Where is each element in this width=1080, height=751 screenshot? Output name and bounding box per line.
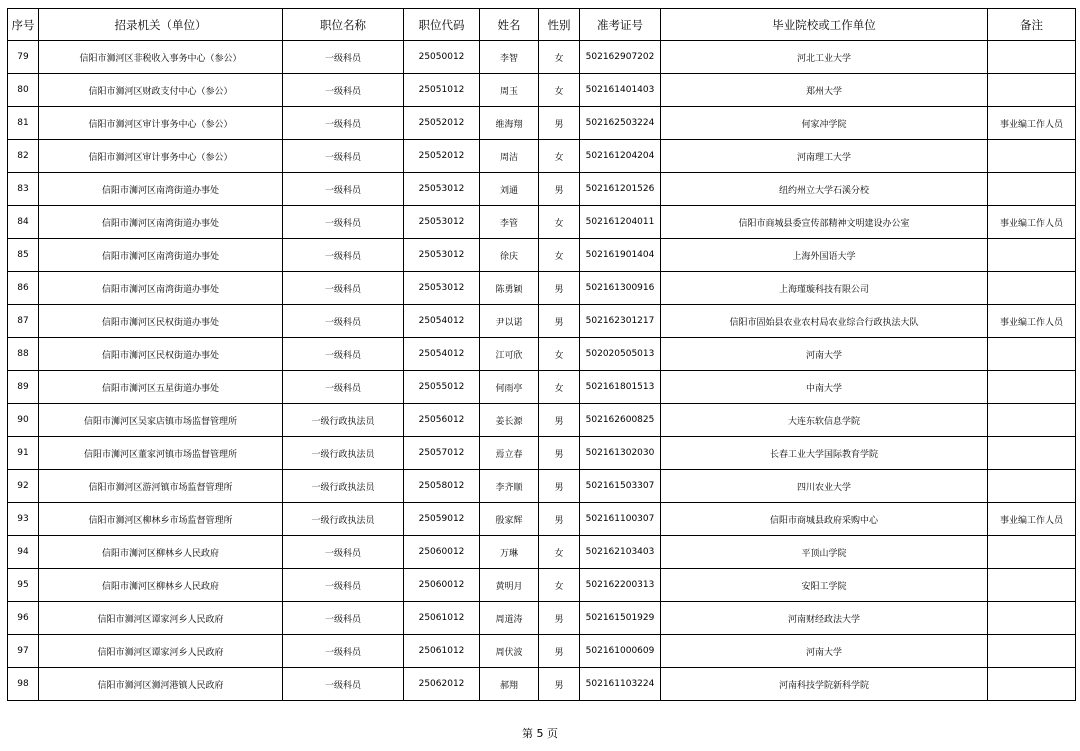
table-cell — [988, 371, 1076, 404]
table-row — [8, 41, 1076, 74]
table-cell: 一级科员 — [283, 140, 404, 173]
table-cell: 李管 — [480, 206, 539, 239]
table-cell — [988, 635, 1076, 668]
table-cell: 502162503224 — [580, 107, 661, 140]
table-cell: 502161503307 — [580, 470, 661, 503]
column-header: 招录机关（单位） — [39, 9, 283, 41]
table-cell: 502161401403 — [580, 74, 661, 107]
table-cell: 93 — [8, 503, 39, 536]
table-cell: 一级行政执法员 — [283, 404, 404, 437]
table-row — [8, 371, 1076, 404]
table-cell: 男 — [539, 602, 580, 635]
table-cell: 一级科员 — [283, 569, 404, 602]
table-cell: 信阳市浉河区柳林乡人民政府 — [39, 569, 283, 602]
table-cell: 男 — [539, 437, 580, 470]
table-cell: 女 — [539, 371, 580, 404]
table-cell — [988, 668, 1076, 701]
table-cell: 男 — [539, 305, 580, 338]
table-row — [8, 140, 1076, 173]
table-cell: 96 — [8, 602, 39, 635]
column-header: 序号 — [8, 9, 39, 41]
table-cell: 82 — [8, 140, 39, 173]
table-cell: 一级科员 — [283, 635, 404, 668]
table-cell: 周道涛 — [480, 602, 539, 635]
table-cell: 25050012 — [404, 41, 480, 74]
table-cell: 长春工业大学国际教育学院 — [661, 437, 988, 470]
table-cell: 79 — [8, 41, 39, 74]
table-cell: 一级科员 — [283, 305, 404, 338]
table-cell: 一级科员 — [283, 371, 404, 404]
table-cell: 25054012 — [404, 338, 480, 371]
table-row — [8, 437, 1076, 470]
table-cell: 502161000609 — [580, 635, 661, 668]
table-cell: 何雨亭 — [480, 371, 539, 404]
table-cell: 一级行政执法员 — [283, 503, 404, 536]
table-cell: 信阳市浉河区董家河镇市场监督管理所 — [39, 437, 283, 470]
table-cell: 25062012 — [404, 668, 480, 701]
table-cell: 纽约州立大学石溪分校 — [661, 173, 988, 206]
table-row — [8, 503, 1076, 536]
table-cell: 25051012 — [404, 74, 480, 107]
table-cell: 89 — [8, 371, 39, 404]
table-cell: 黄明月 — [480, 569, 539, 602]
table-cell: 男 — [539, 503, 580, 536]
table-cell: 安阳工学院 — [661, 569, 988, 602]
table-cell: 李智 — [480, 41, 539, 74]
table-cell: 25057012 — [404, 437, 480, 470]
column-header: 职位代码 — [404, 9, 480, 41]
table-cell: 25056012 — [404, 404, 480, 437]
table-cell: 周洁 — [480, 140, 539, 173]
column-header: 准考证号 — [580, 9, 661, 41]
table-cell: 河南理工大学 — [661, 140, 988, 173]
table-cell: 周伏波 — [480, 635, 539, 668]
table-cell: 25058012 — [404, 470, 480, 503]
table-row — [8, 272, 1076, 305]
table-cell: 91 — [8, 437, 39, 470]
table-cell: 维海翔 — [480, 107, 539, 140]
table-cell: 25052012 — [404, 107, 480, 140]
table-cell — [988, 272, 1076, 305]
table-cell: 信阳市浉河区五星街道办事处 — [39, 371, 283, 404]
table-cell: 86 — [8, 272, 39, 305]
table-cell: 男 — [539, 107, 580, 140]
table-cell: 信阳市浉河区南湾街道办事处 — [39, 272, 283, 305]
header-row — [8, 9, 1076, 41]
table-cell: 周玉 — [480, 74, 539, 107]
table-cell: 李齐顺 — [480, 470, 539, 503]
table-cell: 事业编工作人员 — [988, 206, 1076, 239]
table-cell: 25060012 — [404, 569, 480, 602]
table-cell: 信阳市浉河区浉河港镇人民政府 — [39, 668, 283, 701]
table-cell: 502162103403 — [580, 536, 661, 569]
table-cell: 事业编工作人员 — [988, 305, 1076, 338]
table-cell: 信阳市商城县委宣传部精神文明建设办公室 — [661, 206, 988, 239]
table-cell: 25053012 — [404, 206, 480, 239]
table-cell: 一级科员 — [283, 668, 404, 701]
table-cell: 信阳市浉河区柳林乡人民政府 — [39, 536, 283, 569]
table-cell — [988, 140, 1076, 173]
table-cell: 信阳市浉河区谭家河乡人民政府 — [39, 602, 283, 635]
table-cell: 河南大学 — [661, 635, 988, 668]
table-row — [8, 404, 1076, 437]
table-row — [8, 305, 1076, 338]
table-cell: 信阳市固始县农业农村局农业综合行政执法大队 — [661, 305, 988, 338]
table-cell: 80 — [8, 74, 39, 107]
table-cell: 84 — [8, 206, 39, 239]
table-cell: 殷家辉 — [480, 503, 539, 536]
page-number: 第 5 页 — [522, 727, 558, 740]
table-cell — [988, 536, 1076, 569]
table-cell: 河北工业大学 — [661, 41, 988, 74]
table-row — [8, 107, 1076, 140]
table-cell: 女 — [539, 206, 580, 239]
table-cell: 河南科技学院新科学院 — [661, 668, 988, 701]
table-cell: 尹以诺 — [480, 305, 539, 338]
table-cell: 信阳市浉河区柳林乡市场监督管理所 — [39, 503, 283, 536]
table-cell: 姜长源 — [480, 404, 539, 437]
column-header: 备注 — [988, 9, 1076, 41]
table-cell: 女 — [539, 74, 580, 107]
table-cell: 信阳市浉河区审计事务中心（参公） — [39, 107, 283, 140]
table-cell: 85 — [8, 239, 39, 272]
table-cell: 江可欣 — [480, 338, 539, 371]
table-cell: 95 — [8, 569, 39, 602]
table-cell: 刘通 — [480, 173, 539, 206]
table-cell: 信阳市浉河区谭家河乡人民政府 — [39, 635, 283, 668]
table-cell: 男 — [539, 470, 580, 503]
table-cell — [988, 338, 1076, 371]
table-cell — [988, 173, 1076, 206]
table-cell: 25053012 — [404, 173, 480, 206]
table-cell: 信阳市浉河区南湾街道办事处 — [39, 173, 283, 206]
table-cell: 25055012 — [404, 371, 480, 404]
table-cell: 徐庆 — [480, 239, 539, 272]
table-cell: 81 — [8, 107, 39, 140]
table-cell: 502162301217 — [580, 305, 661, 338]
table-row — [8, 668, 1076, 701]
table-cell — [988, 602, 1076, 635]
table-cell: 502162907202 — [580, 41, 661, 74]
table-cell: 信阳市浉河区游河镇市场监督管理所 — [39, 470, 283, 503]
table-row — [8, 206, 1076, 239]
table-cell: 女 — [539, 41, 580, 74]
table-cell: 一级科员 — [283, 536, 404, 569]
table-cell: 万琳 — [480, 536, 539, 569]
table-cell: 信阳市浉河区南湾街道办事处 — [39, 206, 283, 239]
table-cell: 92 — [8, 470, 39, 503]
table-cell: 25061012 — [404, 602, 480, 635]
table-cell: 一级行政执法员 — [283, 437, 404, 470]
table-cell: 502161103224 — [580, 668, 661, 701]
table-cell: 一级科员 — [283, 107, 404, 140]
table-cell: 25052012 — [404, 140, 480, 173]
table-cell: 25059012 — [404, 503, 480, 536]
table-cell: 河南大学 — [661, 338, 988, 371]
table-cell: 一级科员 — [283, 272, 404, 305]
table-cell: 94 — [8, 536, 39, 569]
table-cell: 女 — [539, 140, 580, 173]
table-cell: 陈勇颖 — [480, 272, 539, 305]
table-cell: 502161100307 — [580, 503, 661, 536]
table-cell: 信阳市商城县政府采购中心 — [661, 503, 988, 536]
table-cell — [988, 41, 1076, 74]
table-cell: 女 — [539, 338, 580, 371]
table-cell: 男 — [539, 404, 580, 437]
table-cell: 90 — [8, 404, 39, 437]
table-cell: 502161204204 — [580, 140, 661, 173]
table-cell: 502161302030 — [580, 437, 661, 470]
table-cell: 502161801513 — [580, 371, 661, 404]
table-cell: 信阳市浉河区非税收入事务中心（参公） — [39, 41, 283, 74]
table-cell: 25061012 — [404, 635, 480, 668]
table-cell: 一级科员 — [283, 173, 404, 206]
table-row — [8, 602, 1076, 635]
table-cell: 河南财经政法大学 — [661, 602, 988, 635]
table-row — [8, 536, 1076, 569]
table-cell — [988, 569, 1076, 602]
table-cell: 上海瑾璇科技有限公司 — [661, 272, 988, 305]
table-cell: 88 — [8, 338, 39, 371]
table-cell: 信阳市浉河区审计事务中心（参公） — [39, 140, 283, 173]
table-cell: 502161300916 — [580, 272, 661, 305]
table-cell: 事业编工作人员 — [988, 107, 1076, 140]
table-cell: 97 — [8, 635, 39, 668]
column-header: 性别 — [539, 9, 580, 41]
table-cell: 502162200313 — [580, 569, 661, 602]
table-cell: 事业编工作人员 — [988, 503, 1076, 536]
table-cell: 502161901404 — [580, 239, 661, 272]
table-cell: 信阳市浉河区吴家店镇市场监督管理所 — [39, 404, 283, 437]
table-cell: 25053012 — [404, 272, 480, 305]
table-cell: 25060012 — [404, 536, 480, 569]
table-cell: 98 — [8, 668, 39, 701]
table-cell: 男 — [539, 173, 580, 206]
table-row — [8, 635, 1076, 668]
table-cell: 一级科员 — [283, 239, 404, 272]
table-cell: 信阳市浉河区财政支付中心（参公） — [39, 74, 283, 107]
table-cell: 502161501929 — [580, 602, 661, 635]
table-cell: 信阳市浉河区民权街道办事处 — [39, 338, 283, 371]
table-cell: 何家冲学院 — [661, 107, 988, 140]
table-cell: 83 — [8, 173, 39, 206]
table-cell: 中南大学 — [661, 371, 988, 404]
table-row — [8, 569, 1076, 602]
table-cell: 女 — [539, 239, 580, 272]
table-cell: 信阳市浉河区南湾街道办事处 — [39, 239, 283, 272]
table-cell: 女 — [539, 536, 580, 569]
table-cell: 焉立春 — [480, 437, 539, 470]
personnel-table — [7, 8, 1076, 701]
table-cell: 四川农业大学 — [661, 470, 988, 503]
table-cell: 502161201526 — [580, 173, 661, 206]
table-cell: 男 — [539, 668, 580, 701]
table-cell: 一级科员 — [283, 206, 404, 239]
table-cell: 502162600825 — [580, 404, 661, 437]
table-cell: 502020505013 — [580, 338, 661, 371]
table-cell: 男 — [539, 635, 580, 668]
table-cell: 女 — [539, 569, 580, 602]
table-row — [8, 470, 1076, 503]
table-cell: 上海外国语大学 — [661, 239, 988, 272]
column-header: 姓名 — [480, 9, 539, 41]
column-header: 毕业院校或工作单位 — [661, 9, 988, 41]
table-cell — [988, 239, 1076, 272]
table-row — [8, 239, 1076, 272]
table-cell — [988, 74, 1076, 107]
table-cell — [988, 404, 1076, 437]
table-cell: 郝翔 — [480, 668, 539, 701]
column-header: 职位名称 — [283, 9, 404, 41]
table-row — [8, 338, 1076, 371]
table-cell: 一级科员 — [283, 602, 404, 635]
table-cell: 平顶山学院 — [661, 536, 988, 569]
table-cell: 一级科员 — [283, 338, 404, 371]
table-row — [8, 74, 1076, 107]
table-cell: 信阳市浉河区民权街道办事处 — [39, 305, 283, 338]
table-row — [8, 173, 1076, 206]
table-cell: 502161204011 — [580, 206, 661, 239]
table-cell — [988, 470, 1076, 503]
table-cell: 一级行政执法员 — [283, 470, 404, 503]
table-cell — [988, 437, 1076, 470]
table-cell: 大连东软信息学院 — [661, 404, 988, 437]
table-cell: 一级科员 — [283, 41, 404, 74]
table-cell: 郑州大学 — [661, 74, 988, 107]
table-cell: 25054012 — [404, 305, 480, 338]
table-cell: 男 — [539, 272, 580, 305]
table-cell: 87 — [8, 305, 39, 338]
table-cell: 一级科员 — [283, 74, 404, 107]
table-cell: 25053012 — [404, 239, 480, 272]
table-body — [8, 41, 1076, 701]
